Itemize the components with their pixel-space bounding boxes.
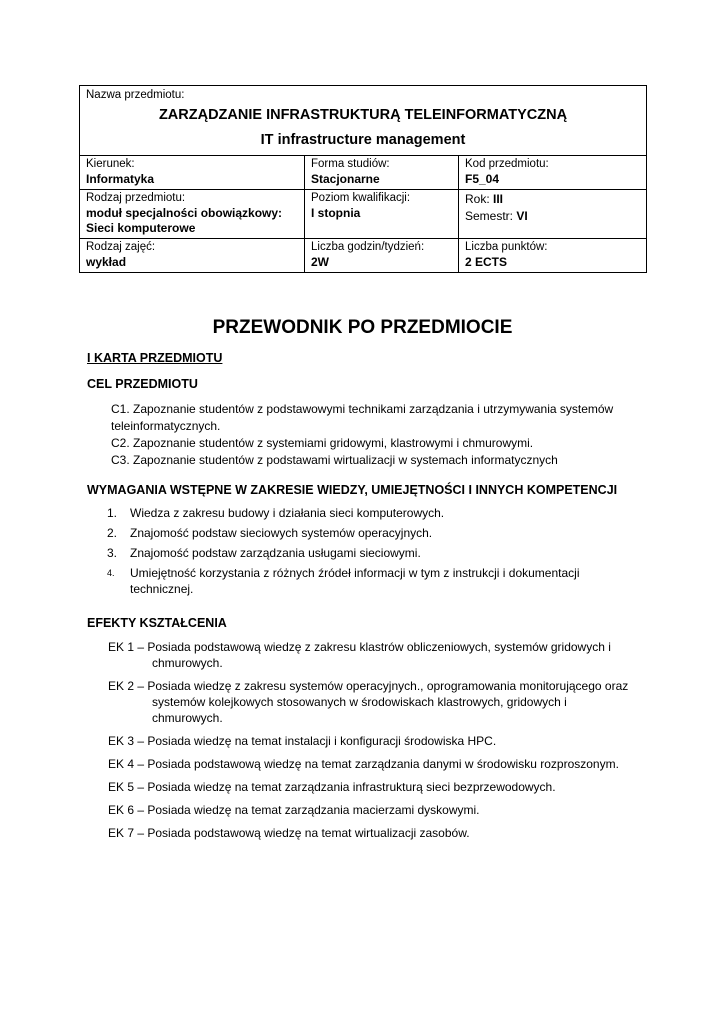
poziom-label: Poziom kwalifikacji:	[311, 192, 411, 204]
outcome-item: EK 5 – Posiada wiedzę na temat zarządzania infrastrukturą sieci bezprzewodowych.	[108, 780, 556, 794]
goal-item: C1. Zapoznanie studentów z podstawowymi technikami zarządzania i utrzymywania systemów teleinformatycznych.	[111, 402, 614, 433]
outcome-item: EK 2 – Posiada wiedzę z zakresu systemów operacyjnych., oprogramowania monitorującego oraz systemów kolejkowych stosowanych w środowiskach klastrowych, gridowych i chmurowych.	[108, 679, 629, 725]
godziny-cell	[305, 239, 459, 273]
rok-value: III	[493, 192, 504, 206]
requirement-number: 2.	[107, 526, 118, 540]
kod-label: Kod przedmiotu:	[465, 158, 549, 170]
rodzaj-zajec-cell	[80, 239, 305, 273]
section-cel-heading: CEL PRZEDMIOTU	[87, 377, 198, 391]
forma-label: Forma studiów:	[311, 158, 390, 170]
rodzaj-przedmiotu-label: Rodzaj przedmiotu:	[86, 192, 186, 204]
semestr-label: Semestr:	[465, 209, 517, 223]
goal-item: C3. Zapoznanie studentów z podstawami wirtualizacji w systemach informatycznych	[111, 453, 558, 467]
godziny-value: 2W	[311, 255, 329, 269]
punkty-label: Liczba punktów:	[465, 241, 548, 253]
subject-title-en: IT infrastructure management	[260, 132, 466, 148]
punkty-cell	[459, 239, 647, 273]
outcome-item: EK 1 – Posiada podstawową wiedzę z zakresu klastrów obliczeniowych, systemów gridowych i chmurowych.	[108, 640, 611, 670]
requirement-text: Wiedza z zakresu budowy i działania sieci komputerowych.	[130, 506, 445, 520]
outcome-item: EK 4 – Posiada podstawową wiedzę na temat zarządzania danymi w środowisku rozproszonym.	[108, 757, 619, 771]
requirement-item	[87, 565, 632, 597]
section-wymagania-heading: WYMAGANIA WSTĘPNE W ZAKRESIE WIEDZY, UMIEJĘTNOŚCI I INNYCH KOMPETENCJI	[87, 483, 618, 497]
requirement-number: 1.	[107, 506, 118, 520]
godziny-label: Liczba godzin/tydzień:	[311, 241, 425, 253]
poziom-cell	[305, 190, 459, 239]
requirement-item	[87, 525, 632, 541]
requirements-list	[87, 505, 632, 601]
forma-value: Stacjonarne	[311, 172, 380, 186]
forma-cell	[305, 156, 459, 190]
rodzaj-zajec-value: wykład	[86, 255, 127, 269]
requirement-text: Znajomość podstaw zarządzania usługami sieciowymi.	[130, 546, 421, 560]
requirement-item	[87, 505, 632, 521]
rodzaj-zajec-label: Rodzaj zajęć:	[86, 241, 156, 253]
rodzaj-przedmiotu-value-1: moduł specjalności obowiązkowy:	[86, 206, 283, 220]
subject-cell	[80, 86, 647, 156]
requirement-text: Znajomość podstaw sieciowych systemów operacyjnych.	[130, 526, 433, 540]
punkty-value: 2 ECTS	[465, 255, 508, 269]
outcomes-list	[108, 639, 638, 848]
outcome-item: EK 3 – Posiada wiedzę na temat instalacji i konfiguracji środowiska HPC.	[108, 734, 497, 748]
subject-label: Nazwa przedmiotu:	[86, 89, 185, 101]
rodzaj-przedmiotu-cell	[80, 190, 305, 239]
outcome-item: EK 6 – Posiada wiedzę na temat zarządzania macierzami dyskowymi.	[108, 803, 480, 817]
course-info-table	[79, 85, 647, 273]
requirement-item	[87, 545, 632, 561]
kierunek-cell	[80, 156, 305, 190]
requirement-number: 3.	[107, 546, 118, 560]
section-efekty-heading: EFEKTY KSZTAŁCENIA	[87, 616, 227, 630]
rodzaj-przedmiotu-value-2: Sieci komputerowe	[86, 221, 196, 235]
rok-label: Rok:	[465, 192, 494, 206]
requirement-text: Umiejętność korzystania z różnych źródeł informacji w tym z instrukcji i dokumentacji technicznej.	[130, 566, 580, 596]
goal-item: C2. Zapoznanie studentów z systemiami gridowymi, klastrowymi i chmurowymi.	[111, 436, 534, 450]
poziom-value: I stopnia	[311, 206, 361, 220]
subject-title-pl: ZARZĄDZANIE INFRASTRUKTURĄ TELEINFORMATYCZNĄ	[158, 107, 568, 123]
outcome-item: EK 7 – Posiada podstawową wiedzę na temat wirtualizacji zasobów.	[108, 826, 470, 840]
section-karta-heading: I KARTA PRZEDMIOTU	[87, 351, 223, 365]
kierunek-label: Kierunek:	[86, 158, 135, 170]
semestr-value: VI	[516, 209, 528, 223]
rok-semestr-cell	[459, 190, 647, 239]
requirement-number: 4.	[107, 568, 115, 578]
goals-list	[111, 401, 641, 469]
kod-value: F5_04	[465, 172, 500, 186]
kod-cell	[459, 156, 647, 190]
kierunek-value: Informatyka	[86, 172, 155, 186]
document-title: PRZEWODNIK PO PRZEDMIOCIE	[212, 317, 513, 338]
